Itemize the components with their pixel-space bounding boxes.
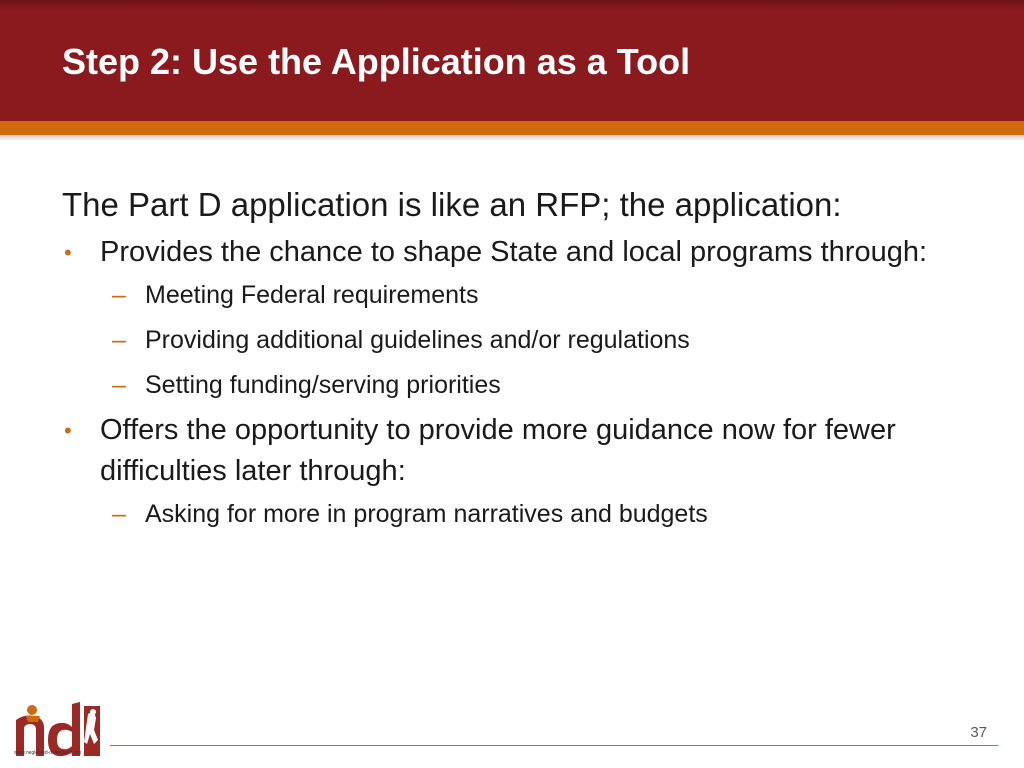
title-shadow — [0, 135, 1024, 141]
logo-url: www.neglected-delinquent.org — [14, 750, 81, 756]
sub-bullet-item — [62, 492, 1012, 537]
page-number: 37 — [970, 724, 987, 741]
bullet-marker: • — [64, 240, 72, 265]
bullet-marker: • — [64, 418, 72, 443]
sub-bullet-text: Meeting Federal requirements — [145, 281, 479, 309]
sub-bullet-text: Setting funding/serving priorities — [145, 371, 501, 399]
bullet-text: Provides the chance to shape State and local programs through: — [100, 236, 928, 268]
sub-bullet-marker: – — [112, 326, 126, 354]
sub-bullet-item — [62, 318, 1012, 363]
sub-bullet-text: Asking for more in program narratives and budgets — [145, 500, 708, 528]
bullet-item — [62, 232, 1012, 273]
slide-body — [62, 184, 1012, 537]
bullet-text: Offers the opportunity to provide more guidance now for fewer difficulties later through: — [100, 414, 896, 487]
bullet-item — [62, 410, 1012, 492]
slide-title: Step 2: Use the Application as a Tool — [62, 41, 691, 82]
sub-bullet-text: Providing additional guidelines and/or regulations — [145, 326, 690, 354]
sub-bullet-item — [62, 273, 1012, 318]
title-accent-stripe — [0, 121, 1024, 135]
sub-bullet-item — [62, 363, 1012, 408]
lead-text: The Part D application is like an RFP; the application: — [62, 186, 842, 223]
footer-divider — [110, 745, 998, 746]
sub-bullet-marker: – — [112, 500, 126, 528]
sub-bullet-marker: – — [112, 281, 126, 309]
sub-bullet-marker: – — [112, 371, 126, 399]
